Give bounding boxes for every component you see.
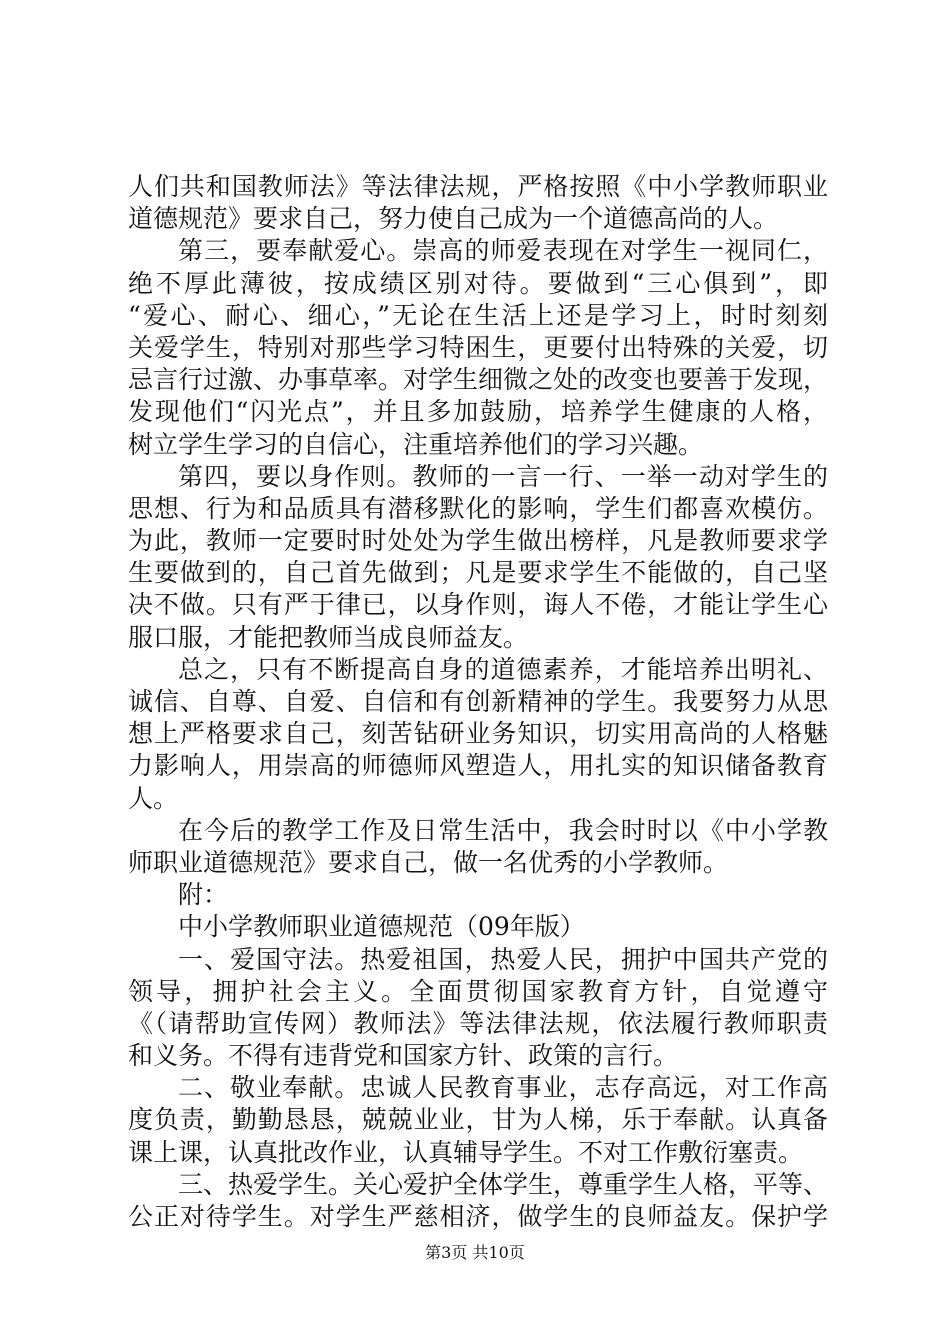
- text-line: 公正对待学生。对学生严慈相济，做学生的良师益友。保护学: [128, 1202, 828, 1231]
- text-line: 诚信、自尊、自爱、自信和有创新精神的学生。我要努力从思: [128, 687, 828, 716]
- text-line: 和义务。不得有违背党和国家方针、政策的言行。: [128, 1041, 679, 1071]
- text-line: 思想、行为和品质具有潜移默化的影响，学生们都喜欢模仿。: [128, 493, 828, 523]
- text-line: 生要做到的，自己首先做到；凡是要求学生不能做的，自己坚: [128, 558, 828, 588]
- text-line: 总之，只有不断提高自身的道德素养，才能培养出明礼、: [178, 654, 828, 684]
- text-line: 附：: [178, 880, 229, 910]
- text-line: 《（请帮助宣传网）教师法》等法律法规，依法履行教师职责: [128, 1008, 828, 1038]
- text-line: 第四，要以身作则。教师的一言一行、一举一动对学生的: [178, 461, 828, 491]
- text-line: 课上课，认真批改作业，认真辅导学生。不对工作敷衍塞责。: [128, 1137, 804, 1167]
- text-line: 师职业道德规范》要求自己，做一名优秀的小学教师。: [128, 847, 729, 877]
- text-line: 服口服，才能把教师当成良师益友。: [128, 622, 529, 652]
- text-line: 人们共和国教师法》等法律法规，严格按照《中小学教师职业: [128, 172, 828, 201]
- text-line: “爱心、耐心、细心，”无论在生活上还是学习上，时时刻刻: [128, 300, 828, 330]
- text-line: 中小学教师职业道德规范（09年版）: [178, 912, 585, 942]
- text-line: 关爱学生，特别对那些学习特困生，更要付出特殊的关爱，切: [128, 332, 828, 362]
- text-line: 想上严格要求自己，刻苦钻研业务知识，切实用高尚的人格魅: [128, 719, 828, 749]
- text-line: 道德规范》要求自己，努力使自己成为一个道德高尚的人。: [128, 204, 779, 234]
- text-line: 树立学生学习的自信心，注重培养他们的学习兴趣。: [128, 429, 704, 459]
- document-body: [128, 171, 828, 1233]
- text-line: 决不做。只有严于律已，以身作则，诲人不倦，才能让学生心: [128, 590, 828, 620]
- text-line: 领导，拥护社会主义。全面贯彻国家教育方针，自觉遵守: [128, 976, 828, 1006]
- text-line: 第三，要奉献爱心。崇高的师爱表现在对学生一视同仁，: [178, 236, 828, 266]
- text-line: 为此，教师一定要时时处处为学生做出榜样，凡是教师要求学: [128, 526, 828, 556]
- text-line: 人。: [128, 783, 179, 813]
- text-line: 发现他们“闪光点”，并且多加鼓励，培养学生健康的人格，: [128, 397, 828, 427]
- text-line: 忌言行过激、办事草率。对学生细微之处的改变也要善于发现，: [128, 365, 829, 395]
- text-line: 力影响人，用崇高的师德师风塑造人，用扎实的知识储备教育: [128, 751, 828, 781]
- text-line: 二、敬业奉献。忠诚人民教育事业，志存高远，对工作高: [178, 1073, 828, 1103]
- text-line: 在今后的教学工作及日常生活中，我会时时以《中小学教: [178, 815, 828, 845]
- text-line: 绝不厚此薄彼，按成绩区别对待。要做到“三心俱到”，即: [128, 268, 828, 298]
- page-footer: 第3页 共10页: [425, 1243, 525, 1262]
- text-line: 三、热爱学生。关心爱护全体学生，尊重学生人格，平等、: [178, 1169, 829, 1199]
- text-line: 一、爱国守法。热爱祖国，热爱人民，拥护中国共产党的: [178, 944, 828, 974]
- text-line: 度负责，勤勤恳恳，兢兢业业，甘为人梯，乐于奉献。认真备: [128, 1105, 828, 1135]
